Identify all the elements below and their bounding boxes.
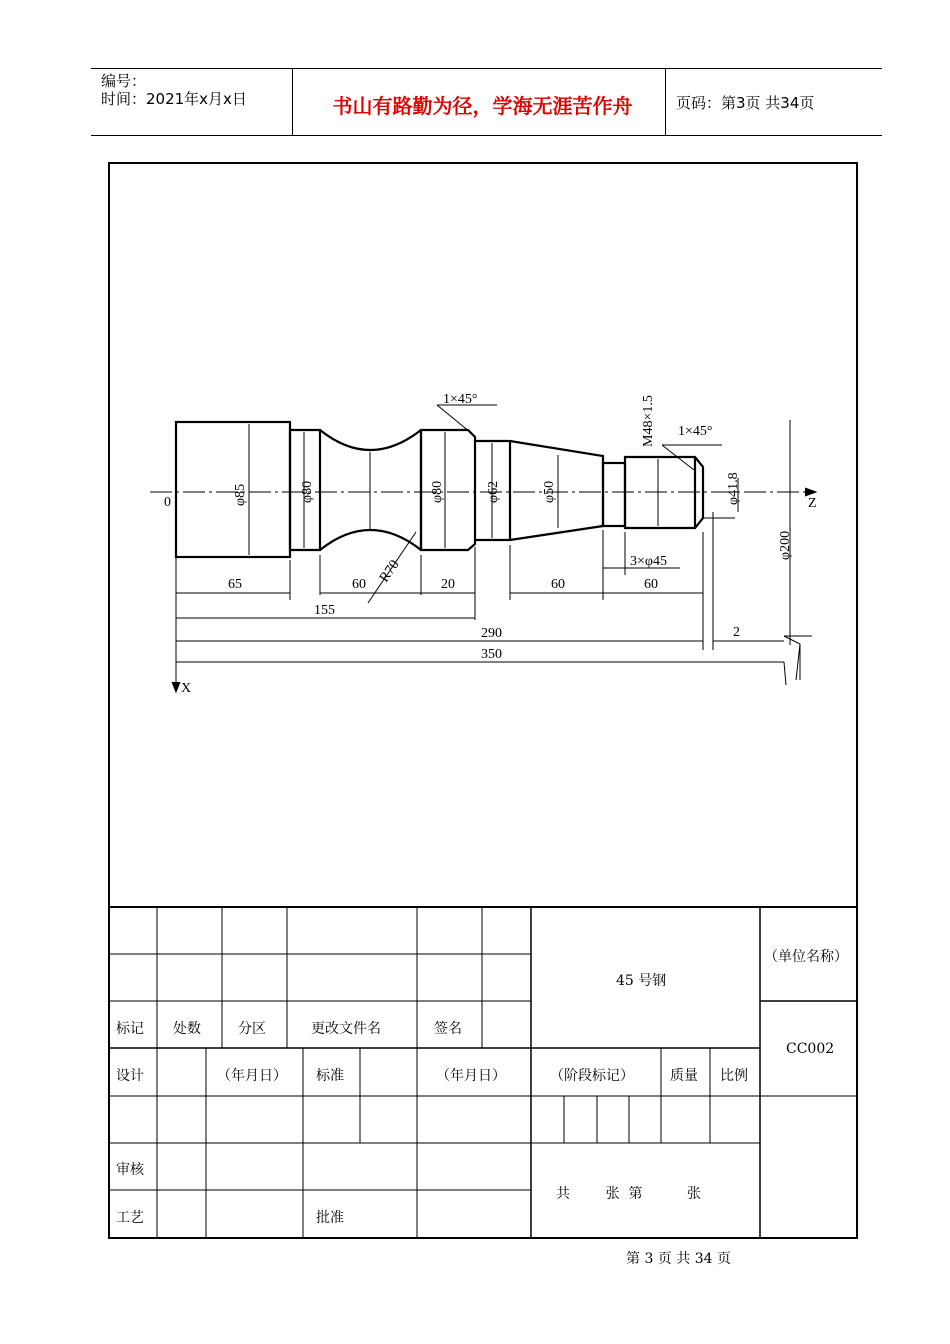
page-footer: 第 3 页 共 34 页: [626, 1251, 731, 1267]
review-label: 审核: [116, 1162, 144, 1178]
process-label: 工艺: [116, 1210, 144, 1226]
dim-350: 350: [481, 647, 502, 662]
dim-65: 65: [228, 577, 242, 592]
radius-label: R70: [376, 557, 403, 586]
sheet-count: 共 张 第 张: [556, 1186, 702, 1202]
dim-290: 290: [481, 626, 502, 641]
rev-header-sign: 签名: [434, 1021, 462, 1037]
org-name: （单位名称）: [764, 949, 848, 965]
chamfer-right-label: 1×45°: [678, 424, 713, 439]
weight-label: 质量: [670, 1068, 698, 1084]
page-indicator: 页码：第3页 共34页: [676, 94, 815, 112]
rev-header-zone: 分区: [238, 1021, 266, 1037]
dim-phi80-right: φ80: [430, 480, 445, 503]
dim-phi200: φ200: [778, 530, 793, 560]
motto: 书山有路勤为径，学海无涯苦作舟: [332, 94, 633, 118]
dim-phi80-left: φ80: [300, 480, 315, 503]
serial-label: 编号：: [101, 72, 147, 90]
drawing-number: CC002: [786, 1041, 835, 1057]
scale-label: 比例: [720, 1068, 748, 1084]
thread-label: M48×1.5: [641, 395, 656, 447]
standard-date: （年月日）: [436, 1068, 506, 1084]
origin-label: 0: [164, 495, 171, 510]
z-axis-label: Z: [808, 496, 817, 511]
standard-label: 标准: [316, 1068, 344, 1084]
stage-label: （阶段标记）: [550, 1068, 634, 1084]
dim-phi85: φ85: [233, 483, 248, 506]
dim-60a: 60: [352, 577, 366, 592]
dim-20: 20: [441, 577, 455, 592]
rev-header-mark: 标记: [116, 1021, 144, 1037]
approve-label: 批准: [316, 1210, 344, 1226]
design-date: （年月日）: [217, 1068, 287, 1084]
dim-phi62: φ62: [486, 480, 501, 503]
dim-60b: 60: [551, 577, 565, 592]
dim-phi41-8: φ41.8: [726, 472, 741, 505]
chamfer-left-label: 1×45°: [443, 392, 478, 407]
dim-60c: 60: [644, 577, 658, 592]
design-label: 设计: [116, 1068, 144, 1084]
dim-2: 2: [733, 625, 740, 640]
rev-header-count: 处数: [173, 1021, 201, 1037]
x-axis-label: X: [181, 681, 192, 696]
groove-label: 3×φ45: [630, 554, 667, 569]
material: 45 号钢: [616, 973, 667, 989]
rev-header-file: 更改文件名: [311, 1021, 381, 1037]
time-label: 时间：2021年x月x日: [101, 90, 247, 108]
dim-155: 155: [314, 603, 335, 618]
dim-phi50: φ50: [542, 480, 557, 503]
